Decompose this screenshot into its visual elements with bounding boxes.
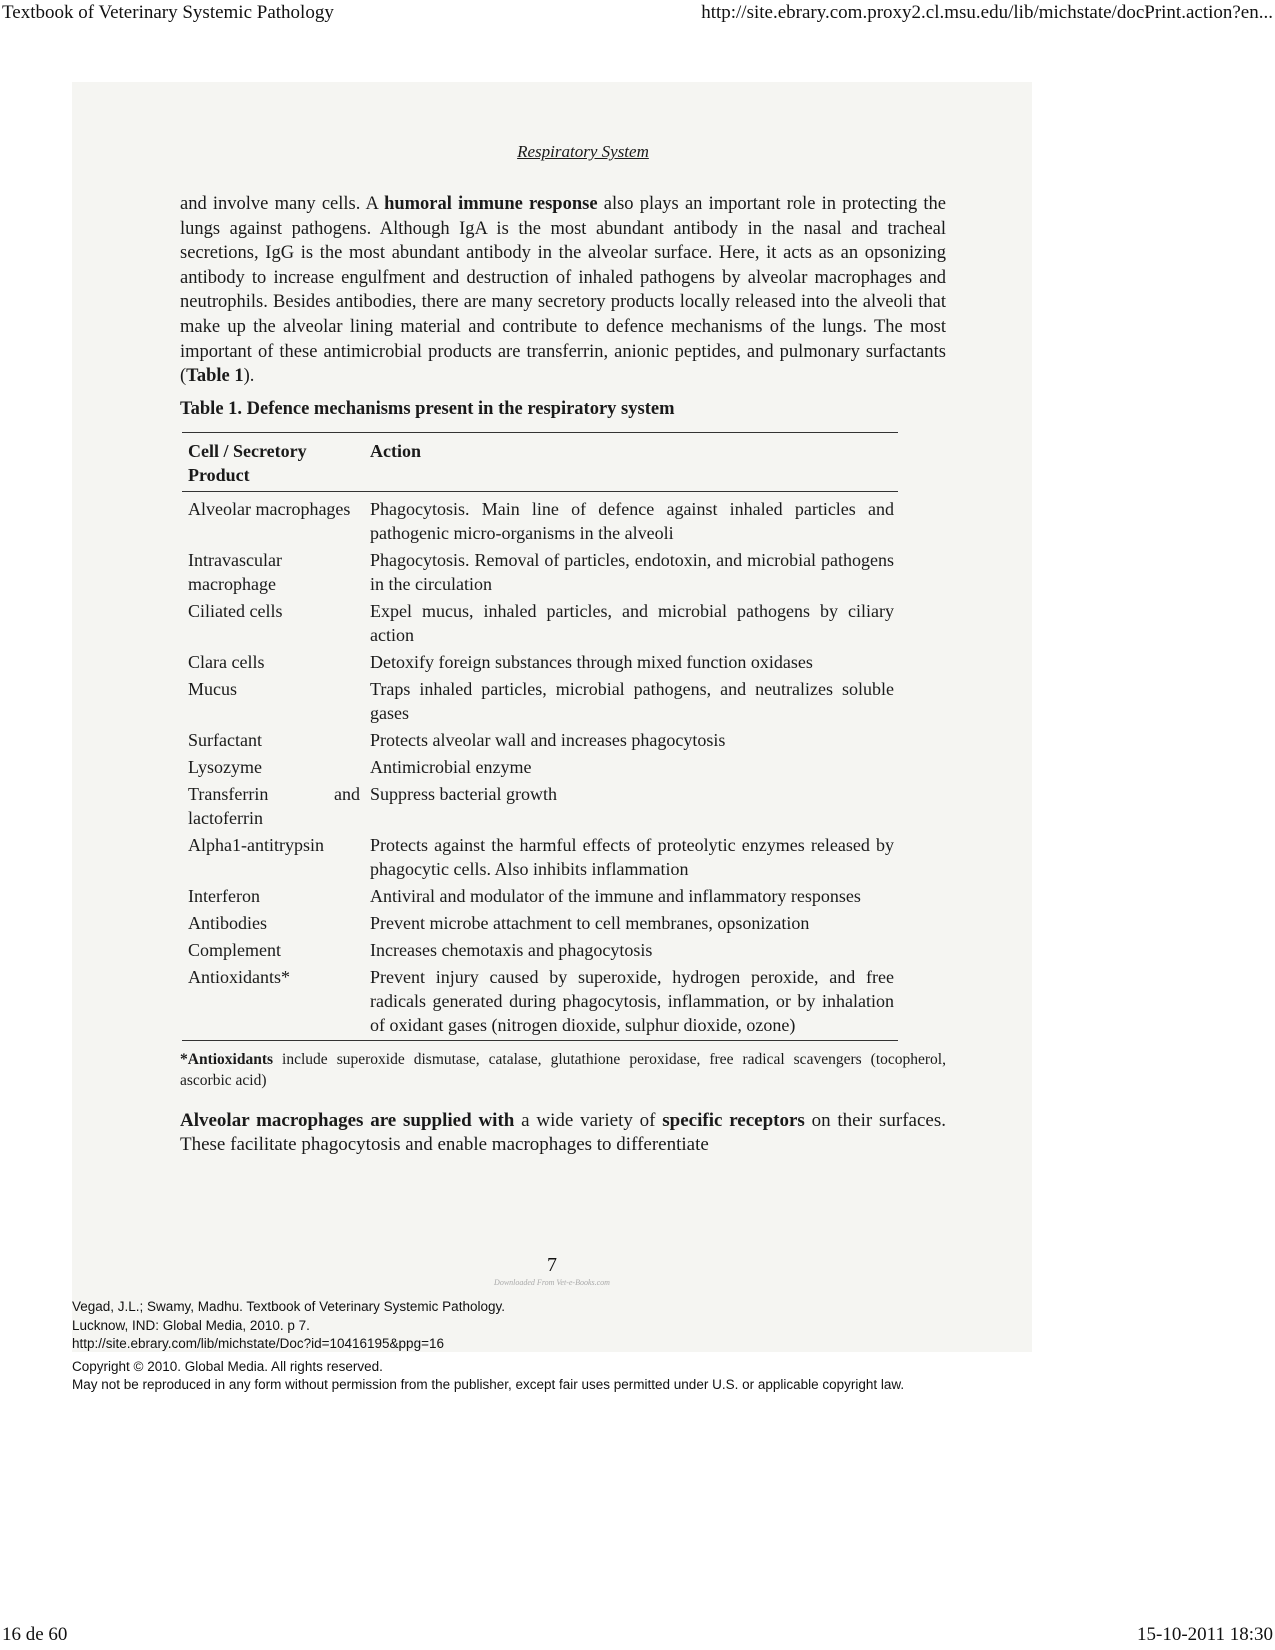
rights-line: May not be reproduced in any form without permission from the publisher, except fair uses permitted under U.S. or applicable copyright law. [72,1377,905,1392]
citation-line: Vegad, J.L.; Swamy, Madhu. Textbook of Veterinary Systemic Pathology. [72,1299,505,1314]
print-footer [0,1624,1275,1650]
citation-line: Lucknow, IND: Global Media, 2010. p 7. [72,1317,310,1333]
table-title: Table 1. Defence mechanisms present in the respiratory system [180,398,675,419]
text-run: on their surfaces. These facilitate phagocytosis and enable macrophages to differentiate [180,1109,946,1156]
cell-product: Antioxidants* [188,966,290,987]
table-row [182,650,898,677]
page-url: http://site.ebrary.com.proxy2.cl.msu.edu/lib/michstate/docPrint.action?en... [701,2,1273,23]
page-content [180,142,946,1158]
cell-product: Mucus [188,678,237,699]
cell-action: Antiviral and modulator of the immune and inflammatory responses [370,885,861,906]
cell-product: Lysozyme [188,756,262,777]
cell-product: Transferrin and lactoferrin [188,783,360,828]
citation-block [72,1298,1072,1395]
text-run: ). [243,366,255,387]
running-head: Respiratory System [517,142,649,161]
cell-action: Traps inhaled particles, microbial pathogens, and neutralizes soluble gases [370,678,894,723]
page-counter: 16 de 60 [2,1624,68,1645]
cell-product: Surfactant [188,729,262,750]
table-header-row [182,432,898,491]
bold-term: Alveolar macrophages are supplied with [180,1109,515,1131]
cell-product: Clara cells [188,651,265,672]
cell-product: Interferon [188,885,260,906]
table-row [182,599,898,650]
table-row [182,884,898,911]
cell-action: Increases chemotaxis and phagocytosis [370,939,653,960]
cell-product: Ciliated cells [188,600,283,621]
table-footnote [180,1049,946,1091]
table-row [182,782,898,833]
copyright-line: Copyright © 2010. Global Media. All rights reserved. [72,1358,383,1374]
watermark: Downloaded From Vet-e-Books.com [494,1278,610,1287]
cell-product: Antibodies [188,912,267,933]
bold-term: *Antioxidants [180,1050,274,1068]
cell-product: Intravascular macrophage [188,549,282,594]
text-run: include superoxide dismutase, catalase, glutathione peroxidase, free radical scavengers (tocopherol, ascorbic acid) [180,1050,946,1089]
page-number: 7 [547,1254,557,1276]
column-header: Cell / Secretory Product [182,432,364,491]
cell-action: Expel mucus, inhaled particles, and microbial pathogens by ciliary action [370,600,894,645]
cell-product: Alveolar macrophages [188,498,351,519]
column-header: Action [364,432,898,491]
cell-action: Suppress bacterial growth [370,783,557,804]
citation-line: http://site.ebrary.com/lib/michstate/Doc?id=10416195&ppg=16 [72,1336,444,1351]
print-header [0,0,1275,30]
cell-action: Phagocytosis. Main line of defence against inhaled particles and pathogenic micro-organisms in the alveoli [370,498,894,543]
text-run: also plays an important role in protecting the lungs against pathogens. Although IgA is the most abundant antibody in the nasal and tracheal secretions, IgG is the most abundant antibody in the alveolar surface. Here, it acts as an opsonizing antibody to increase engulfment and destruction of inhaled pathogens by alveolar macrophages and neutrophils. Besides antibodies, there are many secretory products locally released into the alveoli that make up the alveolar lining material and contribute to defence mechanisms of the lungs. The most important of these antimicrobial products are transferrin, anionic peptides, and pulmonary surfactants ( [180,194,946,387]
table-reference: Table 1 [186,366,244,387]
cell-product: Complement [188,939,281,960]
cell-action: Protects against the harmful effects of proteolytic enzymes released by phagocytic cells. Also inhibits inflammation [370,834,894,879]
table-row [182,728,898,755]
print-datetime: 15-10-2011 18:30 [1137,1624,1273,1645]
table-row [182,548,898,599]
table-row [182,833,898,884]
text-run: and involve many cells. A [180,194,385,214]
document-title: Textbook of Veterinary Systemic Pathology [2,2,334,23]
defence-table [182,432,898,1041]
table-row [182,938,898,965]
cell-action: Antimicrobial enzyme [370,756,532,777]
cell-action: Protects alveolar wall and increases phagocytosis [370,729,726,750]
closing-paragraph [180,1109,946,1158]
cell-action: Prevent microbe attachment to cell membranes, opsonization [370,912,810,933]
bold-term: specific receptors [662,1109,805,1131]
table-row [182,755,898,782]
text-run: a wide variety of [514,1109,663,1131]
cell-action: Detoxify foreign substances through mixed function oxidases [370,651,813,672]
table-row [182,491,898,548]
cell-action: Phagocytosis. Removal of particles, endotoxin, and microbial pathogens in the circulation [370,549,894,594]
cell-action: Prevent injury caused by superoxide, hydrogen peroxide, and free radicals generated during phagocytosis, inflammation, or by inhalation of oxidant gases (nitrogen dioxide, sulphur dioxide, ozone) [370,966,894,1035]
bold-term: humoral immune response [384,194,598,214]
scanned-page [72,82,1032,1352]
table-row [182,911,898,938]
intro-paragraph [180,192,946,389]
cell-product: Alpha1-antitrypsin [188,834,324,855]
table-row [182,965,898,1041]
table-row [182,677,898,728]
